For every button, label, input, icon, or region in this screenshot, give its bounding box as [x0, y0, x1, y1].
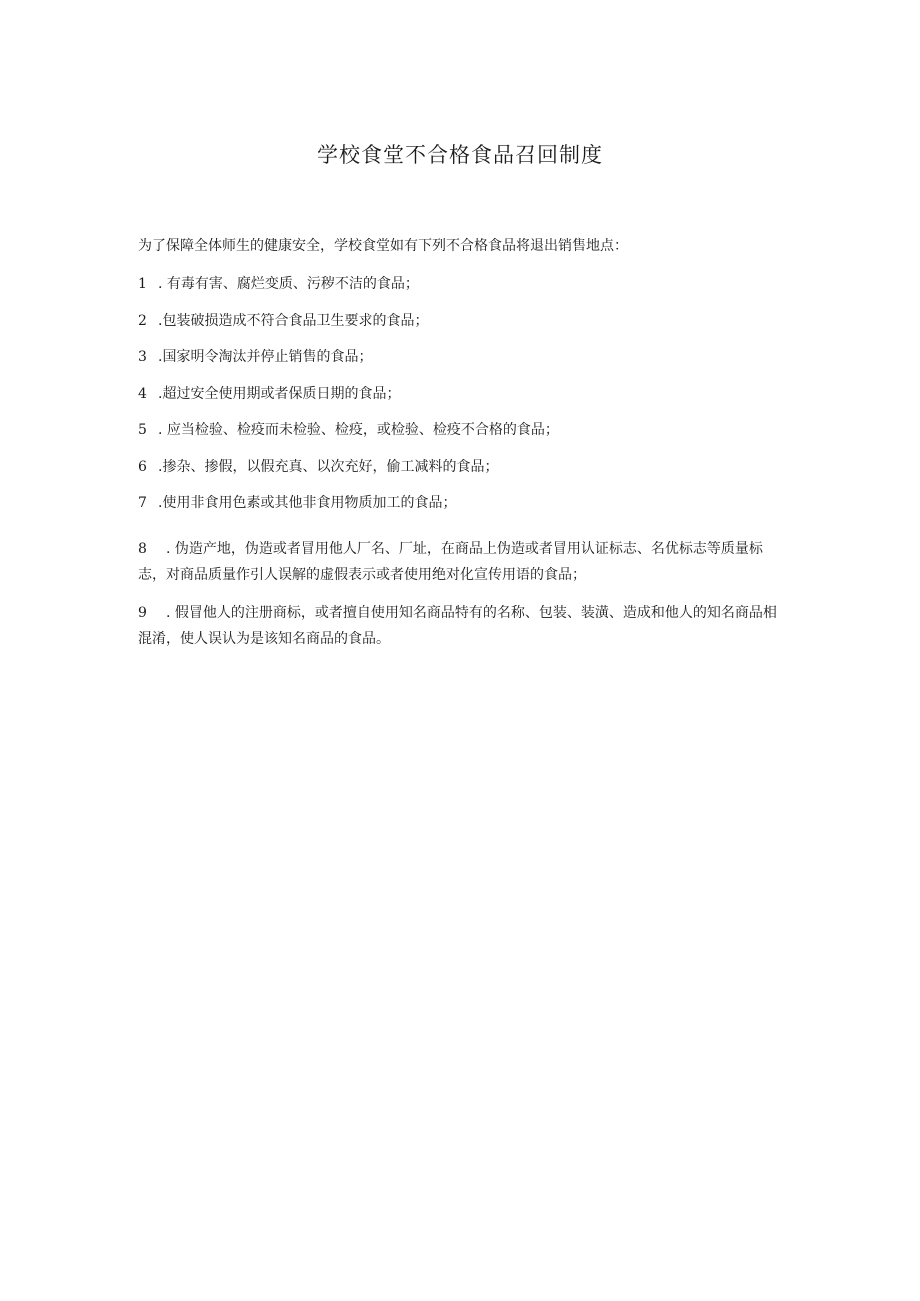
list-item-number: 3 — [138, 349, 147, 365]
list-item — [138, 384, 778, 404]
list-item-text: .使用非食用色素或其他非食用物质加工的食品； — [158, 495, 457, 511]
document-title: 学校食堂不合格食品召回制度 — [317, 143, 603, 167]
list-item — [138, 457, 778, 477]
list-item-number: 4 — [138, 386, 147, 402]
list-item-text: . 伪造产地，伪造或者冒用他人厂名、厂址，在商品上伪造或者冒用认证标志、名优标志等质量标志，对商品质量作引人误解的虚假表示或者使用绝对化宣传用语的食品； — [138, 541, 763, 583]
list-item — [138, 536, 778, 588]
list-item-text: . 应当检验、检疫而未检验、检疫，或检验、检疫不合格的食品； — [158, 422, 559, 438]
list-item-number: 8 — [138, 541, 147, 557]
list-item-number: 1 — [138, 276, 147, 292]
list-item-number: 9 — [138, 605, 147, 621]
list-item-number: 2 — [138, 313, 147, 329]
list-item-number: 5 — [138, 422, 147, 438]
intro-paragraph: 为了保障全体师生的健康安全，学校食堂如有下列不合格食品将退出销售地点： — [138, 238, 628, 254]
list-item-text: . 假冒他人的注册商标，或者擅自使用知名商品特有的名称、包装、装潢、造成和他人的知名商品相混淆，使人误认为是该知名商品的食品。 — [138, 605, 777, 647]
list-item — [138, 274, 778, 294]
list-item — [138, 493, 778, 513]
list-item-text: .包装破损造成不符合食品卫生要求的食品； — [158, 313, 429, 329]
list-item — [138, 311, 778, 331]
list-item-number: 6 — [138, 459, 147, 475]
list-item-text: .掺杂、掺假，以假充真、以次充好，偷工减料的食品； — [158, 459, 499, 475]
list-item-text: .国家明令淘汰并停止销售的食品； — [158, 349, 373, 365]
list-item-number: 7 — [138, 495, 147, 511]
list-item — [138, 420, 778, 440]
list-item-text: .超过安全使用期或者保质日期的食品； — [158, 386, 401, 402]
list-item-text: . 有毒有害、腐烂变质、污秽不洁的食品； — [158, 276, 419, 292]
list-item — [138, 600, 778, 652]
list-item — [138, 347, 778, 367]
